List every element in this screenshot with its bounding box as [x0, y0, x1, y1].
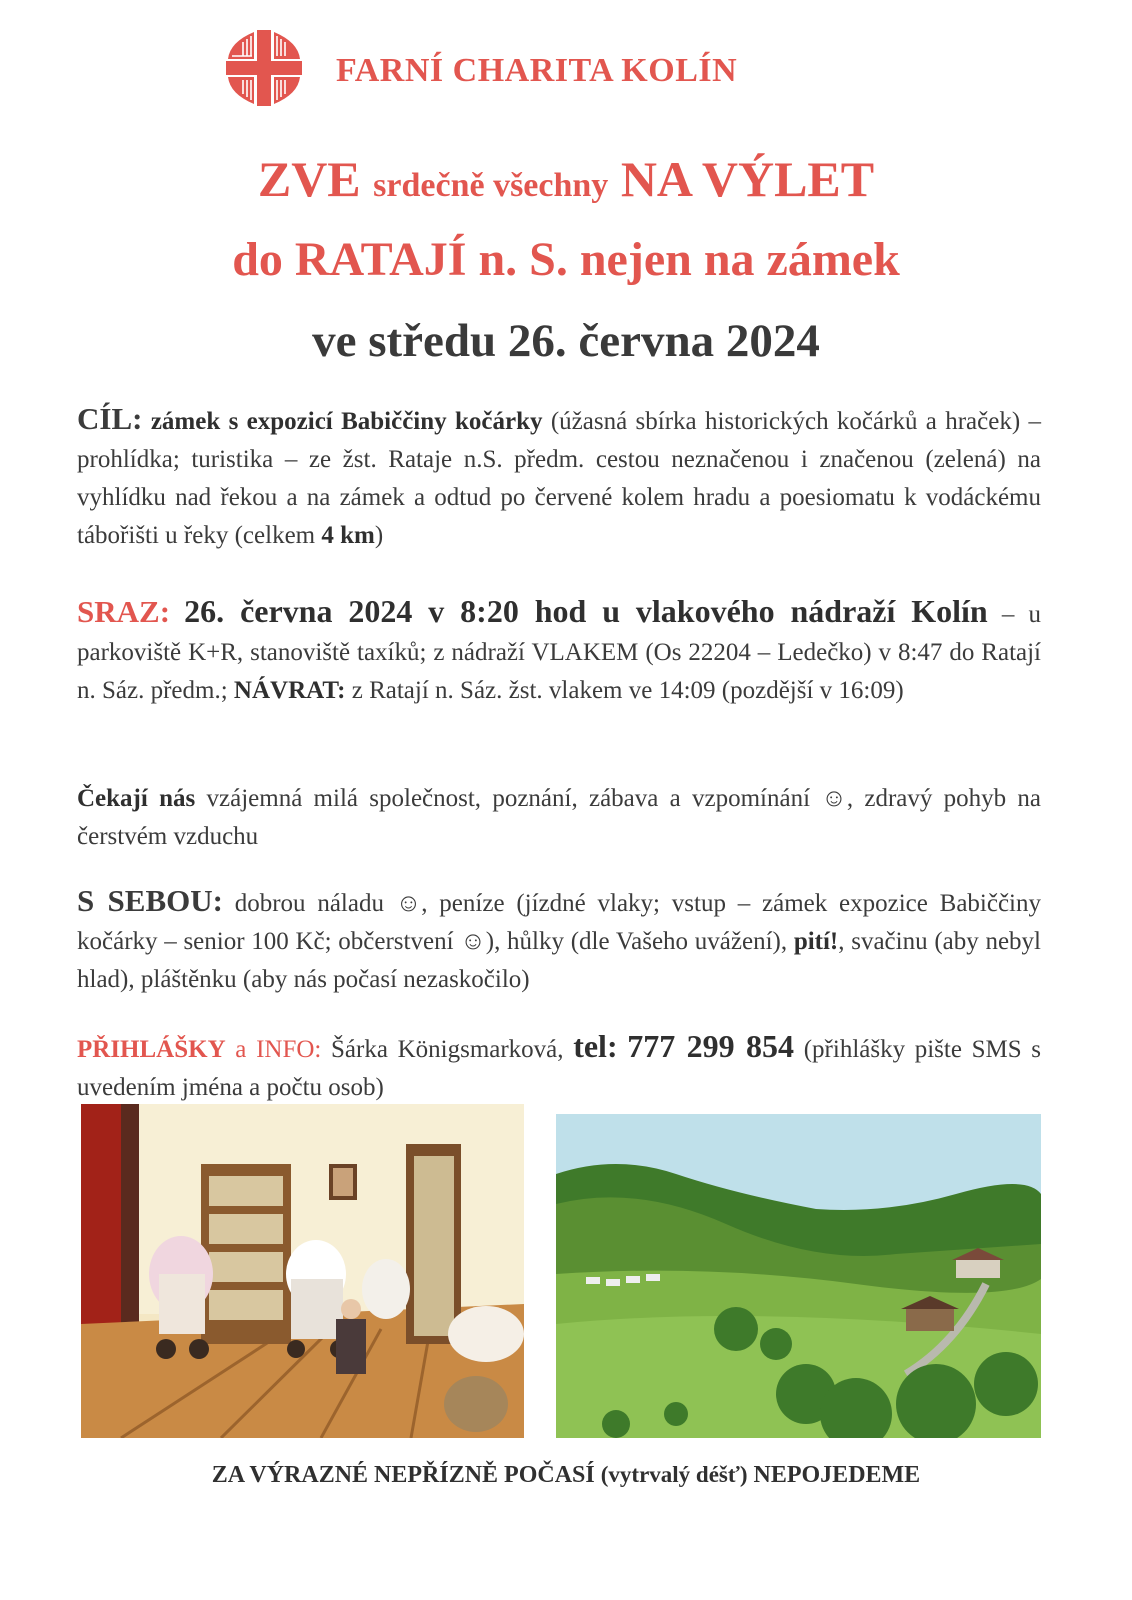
- navrat-text: z Ratají n. Sáz. žst. vlakem ve 14:09 (pozdější v 16:09): [351, 677, 904, 704]
- contact-name: Šárka Königsmarková,: [331, 1036, 564, 1063]
- sebou-piti: pití!: [793, 928, 839, 955]
- photo-pram-exhibition: [81, 1104, 524, 1438]
- header: [224, 28, 784, 112]
- prihlasky-label: PŘIHLÁŠKY: [77, 1036, 226, 1063]
- prihlasky-and: a: [235, 1036, 247, 1063]
- cekaji-bold: Čekají nás: [77, 785, 196, 812]
- sebou-text: dobrou náladu ☺, peníze (jízdné vlaky; vstup – zámek expozice Babiččiny kočárky – senior 100 Kč; občerstvení ☺), hůlky (dle Vašeho uvážení),: [77, 890, 1041, 955]
- caritas-cross-icon: [224, 28, 304, 108]
- weather-notice-b: (vytrvalý déšť): [600, 1462, 748, 1487]
- section-cekaji: [77, 780, 1041, 856]
- weather-notice-c: NEPOJEDEME: [753, 1462, 921, 1488]
- cil-label: CÍL:: [77, 401, 143, 436]
- headline-invitation: [0, 150, 1132, 208]
- section-prihlasky: [77, 1027, 1041, 1107]
- sebou-label: S SEBOU:: [77, 883, 223, 918]
- cil-distance: 4 km: [321, 522, 375, 549]
- tel-label: tel:: [573, 1028, 618, 1064]
- headline-na-vylet: NA VÝLET: [620, 151, 875, 207]
- info-label: INFO:: [256, 1036, 322, 1063]
- section-s-sebou: [77, 882, 1041, 999]
- cil-text: (úžasná sbírka historických kočárků a hraček) – prohlídka; turistika – ze žst. Rataje n.S. předm. cestou neznačenou i značenou (zelená) na vyhlídku nad řekou a na zámek a odtud po červené kolem hradu a poesiomatu k vodáckému tábořišti u řeky (celkem: [77, 408, 1042, 549]
- headline-srdecne: srdečně všechny: [373, 167, 609, 204]
- cekaji-text: vzájemná milá společnost, poznání, zábava a vzpomínání ☺, zdravý pohyb na čerstvém vzduchu: [77, 785, 1042, 850]
- weather-notice-a: ZA VÝRAZNÉ NEPŘÍZNĚ POČASÍ: [211, 1462, 595, 1488]
- phone-number: 777 299 854: [627, 1028, 795, 1064]
- weather-notice: [0, 1462, 1132, 1489]
- sebou-text-end: , svačinu (aby nebyl hlad), pláštěnku (aby nás počasí nezaskočilo): [77, 928, 1041, 993]
- cil-text-end: ): [374, 522, 384, 549]
- sraz-meeting-point: 26. června 2024 v 8:20 hod u vlakového nádraží Kolín: [184, 593, 988, 629]
- photo-river-valley: [556, 1114, 1041, 1438]
- cil-bold-destination: zámek s expozicí Babiččiny kočárky: [150, 408, 543, 435]
- prihlasky-text: (přihlášky pište SMS s uvedením jména a počtu osob): [77, 1036, 1042, 1101]
- headline-destination: do RATAJÍ n. S. nejen na zámek: [232, 233, 900, 286]
- sraz-label: SRAZ:: [77, 594, 171, 629]
- section-cil: [77, 400, 1041, 555]
- organization-name: FARNÍ CHARITA KOLÍN: [336, 52, 738, 89]
- headline-date: ve středu 26. června 2024: [312, 315, 820, 367]
- section-sraz: [77, 592, 1041, 710]
- headline-zve: ZVE: [257, 151, 361, 207]
- sraz-text: – u parkoviště K+R, stanoviště taxíků; z nádraží VLAKEM (Os 22204 – Ledečko) v 8:47 do Ratají n. Sáz. předm.;: [77, 601, 1042, 704]
- navrat-label: NÁVRAT:: [233, 677, 346, 704]
